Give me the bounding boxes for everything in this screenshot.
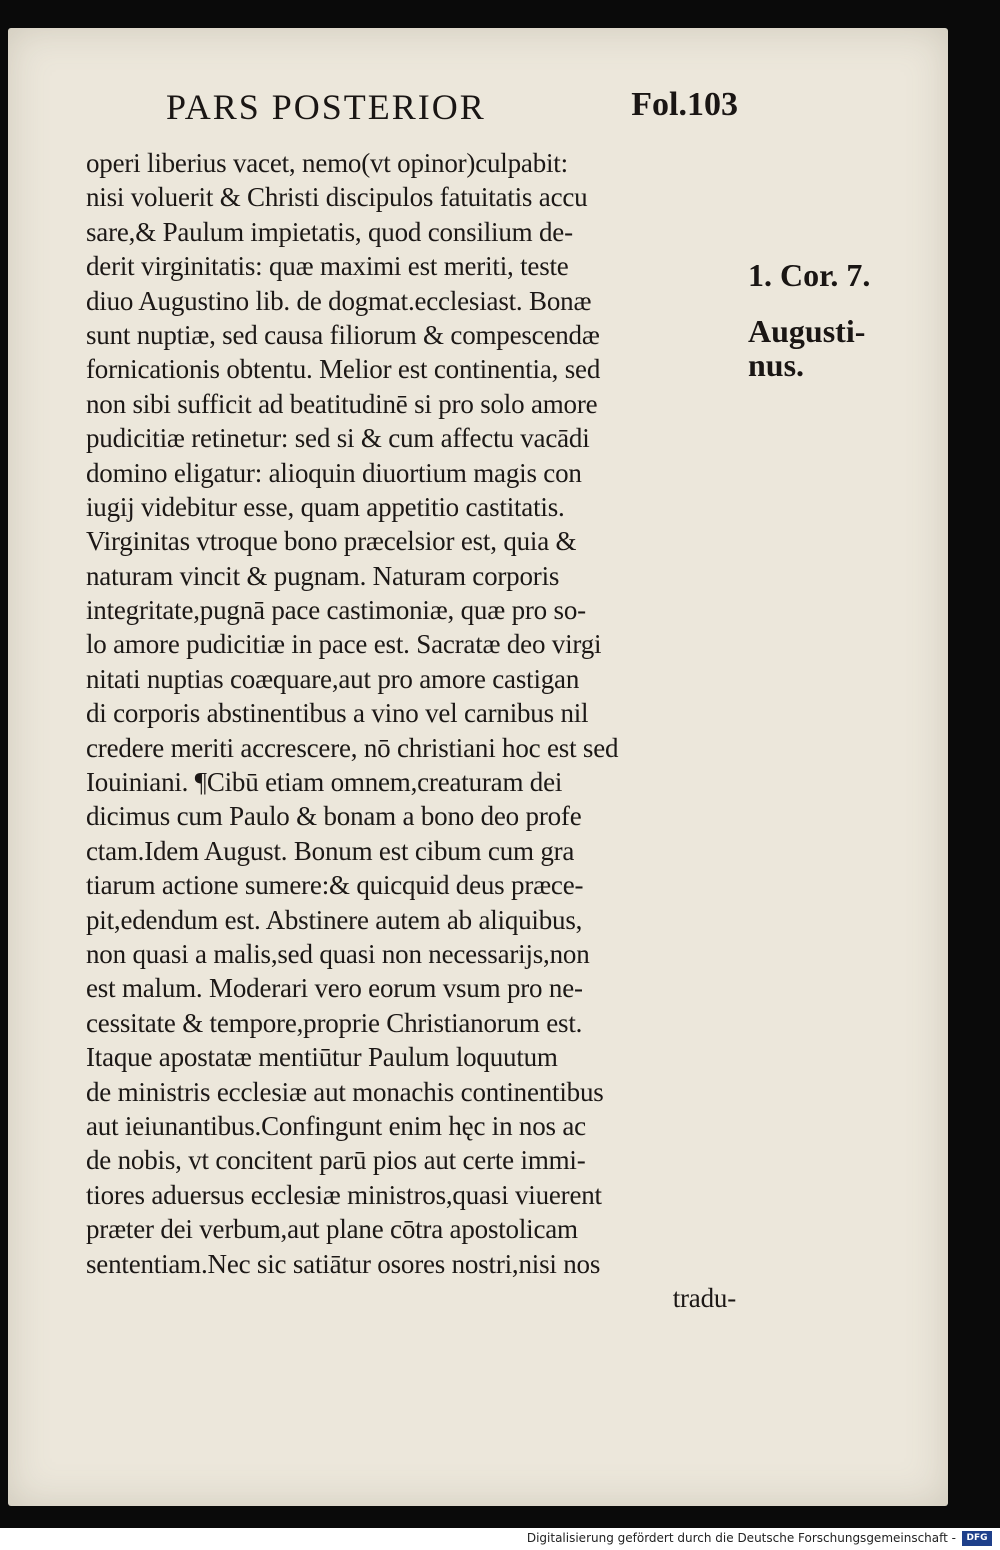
text-line: ctam.Idem August. Bonum est cibum cum gra: [86, 835, 575, 866]
text-line: non quasi a malis,sed quasi non necessarijs,non: [86, 938, 590, 969]
text-line: integritate,pugnā pace castimoniæ, quæ pro so-: [86, 595, 586, 626]
text-line: operi liberius vacet, nemo(vt opinor)culpabit:: [86, 148, 568, 178]
text-line: Itaque apostatæ mentiūtur Paulum loquutum: [86, 1042, 558, 1073]
text-line: de nobis, vt concitent parū pios aut certe immi-: [86, 1145, 586, 1176]
text-line: diuo Augustino lib. de dogmat.ecclesiast. Bonæ: [86, 285, 592, 316]
text-line: tiores aduersus ecclesiæ ministros,quasi viuerent: [86, 1179, 602, 1210]
margin-note-augustinus-line1: Augusti-: [748, 313, 866, 349]
body-text: [86, 146, 746, 1315]
text-line: iugij videbitur esse, quam appetitio castitatis.: [86, 491, 565, 522]
text-line: sare,& Paulum impietatis, quod consilium de-: [86, 216, 573, 247]
text-line: sunt nuptiæ, sed causa filiorum & compescendæ: [86, 319, 600, 350]
text-line: Virginitas vtroque bono præcelsior est, quia &: [86, 526, 577, 557]
dfg-logo: DFG: [962, 1531, 992, 1546]
digitization-footer: [0, 1528, 1000, 1550]
footer-credit: Digitalisierung gefördert durch die Deutsche Forschungsgemeinschaft -: [526, 1531, 956, 1545]
text-line: naturam vincit & pugnam. Naturam corporis: [86, 560, 560, 591]
margin-note-corinthians: 1. Cor. 7.: [748, 257, 871, 293]
text-line: præter dei verbum,aut plane cōtra apostolicam: [86, 1214, 578, 1245]
text-line: non sibi sufficit ad beatitudinē si pro solo amore: [86, 388, 598, 419]
catchword: tradu-: [672, 1282, 736, 1313]
margin-notes: [748, 258, 898, 382]
text-line: di corporis abstinentibus a vino vel carnibus nil: [86, 698, 589, 729]
text-line: derit virginitatis: quæ maximi est meriti, teste: [86, 251, 569, 282]
text-line: est malum. Moderari vero eorum vsum pro ne-: [86, 973, 583, 1004]
text-line: dicimus cum Paulo & bonam a bono deo profe: [86, 801, 582, 832]
text-line: nitati nuptias coæquare,aut pro amore castigan: [86, 663, 580, 694]
text-line: cessitate & tempore,proprie Christianorum est.: [86, 1007, 583, 1038]
text-line: domino eligatur: alioquin diuortium magis con: [86, 457, 582, 488]
text-line: de ministris ecclesiæ aut monachis continentibus: [86, 1076, 604, 1107]
text-line: lo amore pudicitiæ in pace est. Sacratæ deo virgi: [86, 629, 602, 660]
text-line: sententiam.Nec sic satiātur osores nostri,nisi nos: [86, 1248, 601, 1279]
text-line: pudicitiæ retinetur: sed si & cum affectu vacādi: [86, 423, 590, 454]
margin-note-augustinus-line2: nus.: [748, 347, 805, 383]
book-page: [8, 28, 948, 1506]
text-line: tiarum actione sumere:& quicquid deus præce-: [86, 870, 584, 901]
text-line: aut ieiunantibus.Confingunt enim hęc in nos ac: [86, 1110, 586, 1141]
folio-number: Fol.103: [631, 86, 738, 123]
text-line: nisi voluerit & Christi discipulos fatuitatis accu: [86, 182, 588, 213]
running-head: [166, 86, 756, 130]
text-line: Iouiniani. ¶Cibū etiam omnem,creaturam dei: [86, 767, 563, 798]
running-head-title: PARS POSTERIOR: [166, 87, 486, 127]
text-line: pit,edendum est. Abstinere autem ab aliquibus,: [86, 904, 583, 935]
text-line: fornicationis obtentu. Melior est continentia, sed: [86, 354, 601, 385]
text-line: credere meriti accrescere, nō christiani hoc est sed: [86, 732, 619, 763]
